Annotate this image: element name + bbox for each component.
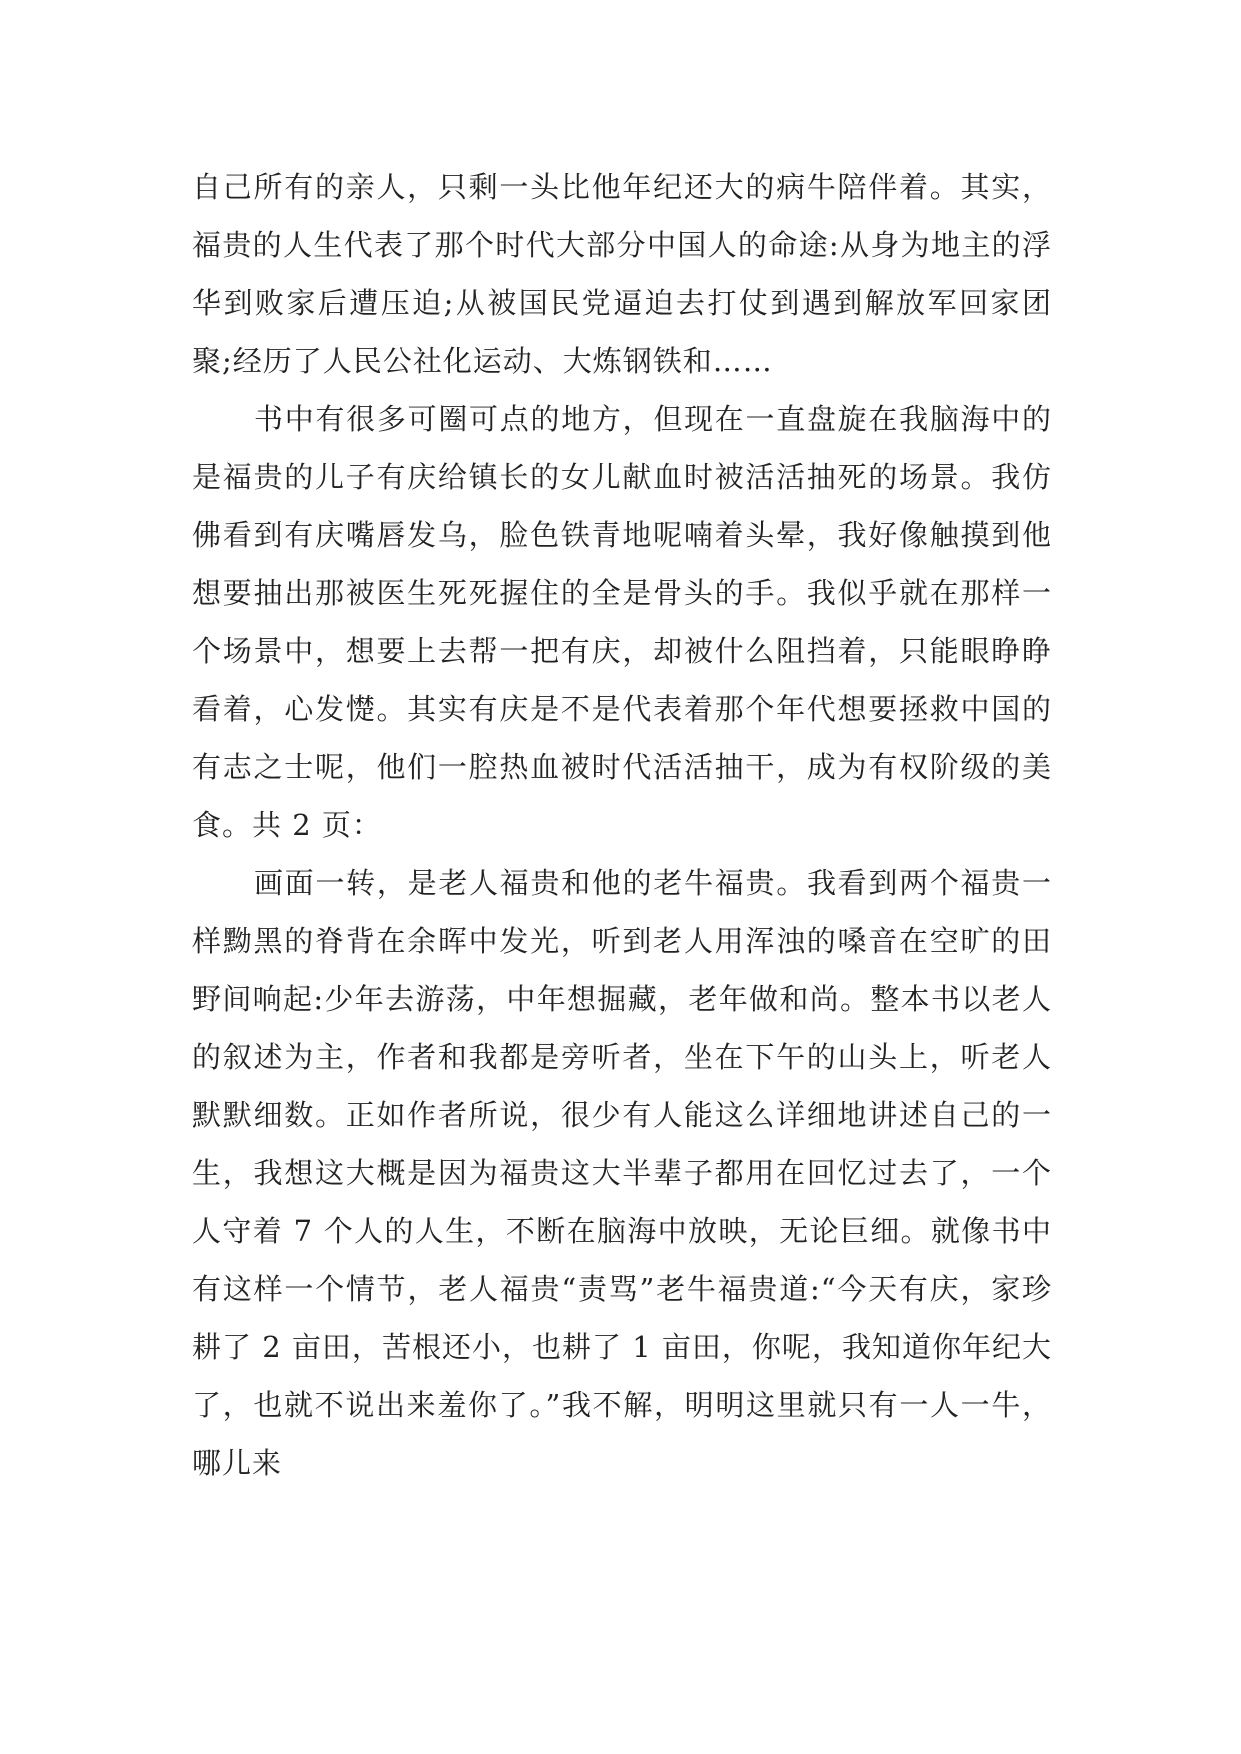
- document-body: [192, 158, 1052, 1492]
- paragraph-2: 书中有很多可圈可点的地方，但现在一直盘旋在我脑海中的是福贵的儿子有庆给镇长的女儿献血时被活活抽死的场景。我仿佛看到有庆嘴唇发乌，脸色铁青地呢喃着头晕，我好像触摸到他想要抽出那被医生死死握住的全是骨头的手。我似乎就在那样一个场景中，想要上去帮一把有庆，却被什么阻挡着，只能眼睁睁看着，心发憷。其实有庆是不是代表着那个年代想要拯救中国的有志之士呢，他们一腔热血被时代活活抽干，成为有权阶级的美食。共 2 页：: [192, 402, 1052, 842]
- paragraph-3: 画面一转，是老人福贵和他的老牛福贵。我看到两个福贵一样黝黑的脊背在余晖中发光，听到老人用浑浊的嗓音在空旷的田野间响起:少年去游荡，中年想掘藏，老年做和尚。整本书以老人的叙述为主，作者和我都是旁听者，坐在下午的山头上，听老人默默细数。正如作者所说，很少有人能这么详细地讲述自己的一生，我想这大概是因为福贵这大半辈子都用在回忆过去了，一个人守着 7 个人的人生，不断在脑海中放映，无论巨细。就像书中有这样一个情节，老人福贵“责骂”老牛福贵道:“今天有庆，家珍耕了 2 亩田，苦根还小，也耕了 1 亩田，你呢，我知道你年纪大了，也就不说出来羞你了。”我不解，明明这里就只有一人一牛，哪儿来: [192, 866, 1052, 1480]
- paragraph-1: 自己所有的亲人，只剩一头比他年纪还大的病牛陪伴着。其实，福贵的人生代表了那个时代大部分中国人的命途:从身为地主的浮华到败家后遭压迫;从被国民党逼迫去打仗到遇到解放军回家团聚;经历了人民公社化运动、大炼钢铁和……: [192, 170, 1052, 378]
